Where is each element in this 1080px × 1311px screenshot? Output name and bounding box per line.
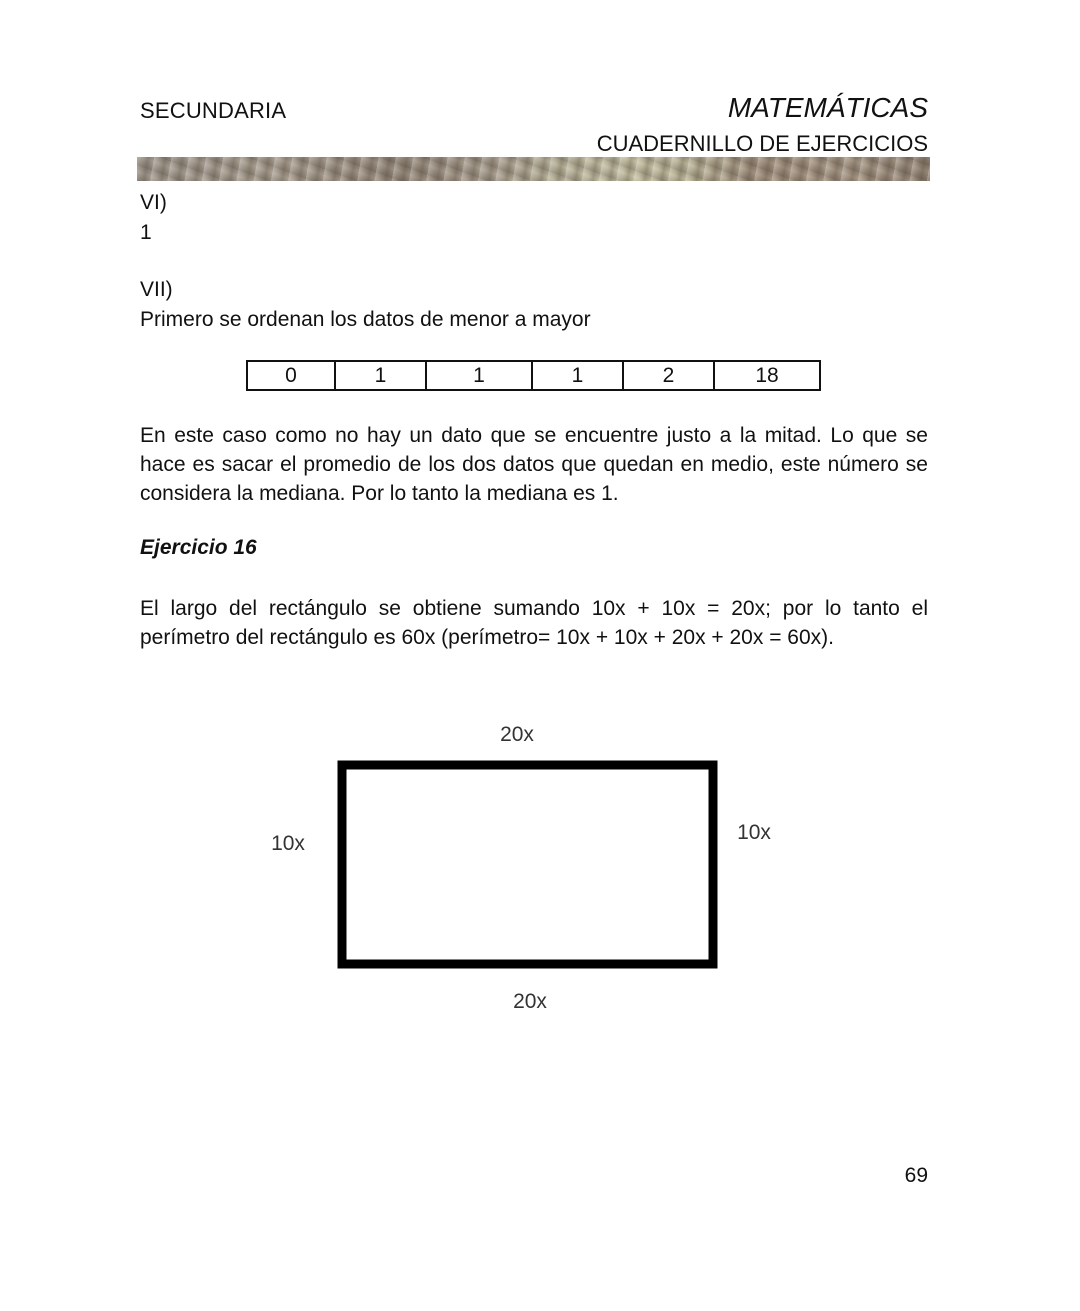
table-cell: 0 — [247, 361, 335, 390]
sorted-data-table — [246, 360, 821, 391]
rectangle-shape — [342, 765, 713, 964]
section-vi-label: VI) — [140, 191, 167, 214]
exercise-16-text: El largo del rectángulo se obtiene sumando 10x + 10x = 20x; por lo tanto el perímetro del rectángulo es 60x (perímetro= 10x + 10x + 20x + 20x = 60x). — [140, 597, 928, 649]
table-cell: 1 — [335, 361, 426, 390]
section-vi-answer: 1 — [140, 221, 152, 244]
rectangle-left-label: 10x — [271, 832, 305, 855]
header-level: SECUNDARIA — [140, 98, 287, 123]
median-explanation: En este caso como no hay un dato que se encuentre justo a la mitad. Lo que se hace es sacar el promedio de los dos datos que quedan en medio, este número se considera la mediana. Por lo tanto la mediana es 1. — [140, 424, 928, 505]
header-subject: MATEMÁTICAS — [727, 92, 928, 123]
table-cell: 1 — [532, 361, 623, 390]
rectangle-diagram — [0, 690, 1080, 1030]
table-cell: 2 — [623, 361, 714, 390]
rectangle-bottom-label: 20x — [513, 990, 547, 1013]
table-cell: 1 — [426, 361, 532, 390]
table-cell: 18 — [714, 361, 820, 390]
table-row — [247, 361, 820, 390]
rectangle-right-label: 10x — [737, 821, 771, 844]
header-subtitle: CUADERNILLO DE EJERCICIOS — [596, 131, 928, 156]
exercise-16-title: Ejercicio 16 — [140, 536, 257, 559]
header-banner — [137, 157, 930, 181]
page-number: 69 — [904, 1164, 928, 1187]
section-vii-label: VII) — [140, 278, 173, 301]
section-vii-intro: Primero se ordenan los datos de menor a mayor — [140, 308, 591, 331]
rectangle-top-label: 20x — [500, 723, 534, 746]
